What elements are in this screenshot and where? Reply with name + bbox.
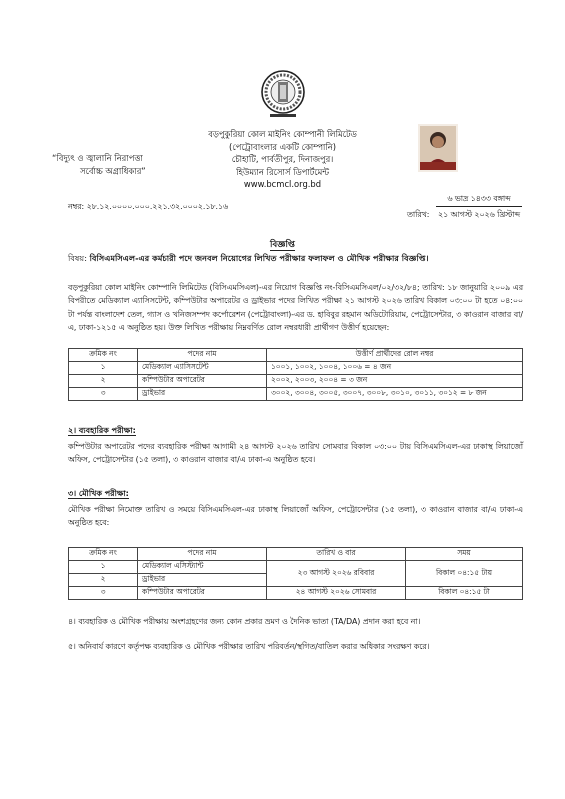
- serial-cell: ১: [69, 362, 138, 375]
- post-cell: ড্রাইভার: [138, 574, 267, 587]
- time-cell: বিকাল ০৪:১৫ টায়: [406, 561, 523, 587]
- section-2-title-text: ২। ব্যবহারিক পরীক্ষা:: [68, 426, 136, 435]
- col-date: তারিখ ও বার: [267, 548, 406, 561]
- post-cell: মেডিক্যাল এসিস্ট্যান্ট: [138, 561, 267, 574]
- serial-cell: ২: [69, 574, 138, 587]
- table-row: [69, 375, 523, 388]
- rolls-cell: ২০০২, ২০০৩, ২০০৪ = ৩ জন: [267, 375, 523, 388]
- post-cell: মেডিক্যাল এ্যাসিসটেন্ট: [138, 362, 267, 375]
- viva-schedule-table: [68, 547, 523, 600]
- post-cell: কম্পিউটার অপারেটর: [138, 375, 267, 388]
- col-post: পদের নাম: [138, 349, 267, 362]
- post-cell: ড্রাইভার: [138, 388, 267, 401]
- table-row: [69, 362, 523, 375]
- serial-cell: ৩: [69, 388, 138, 401]
- note-4: ৪। ব্যবহারিক ও মৌখিক পরীক্ষায় অংশগ্রহণের জন্য কোন প্রকার ভ্রমণ ও দৈনিক ভাতা (TA/DA) প্রদান করা হবে না।: [68, 617, 421, 626]
- note-5: ৫। অনিবার্য কারণে কর্তৃপক্ষ ব্যবহারিক ও মৌখিক পরীক্ষার তারিখ পরিবর্তন/স্থগিত/বাতিল করার অধিকার সংরক্ষণ করে।: [68, 642, 430, 651]
- org-address: চৌহাটি, পার্বতীপুর, দিনাজপুর।: [231, 154, 334, 165]
- section-2-title: [68, 425, 136, 438]
- col-time: সময়: [406, 548, 523, 561]
- serial-cell: ৩: [69, 587, 138, 600]
- date-label: তারিখ:: [407, 210, 430, 219]
- date-bangla: ৬ ভাদ্র ১৪৩৩ বঙ্গাব্দ: [447, 194, 511, 203]
- notice-subject: [68, 253, 429, 266]
- date-cell: ২৩ আগস্ট ২০২৬ রবিবার: [267, 561, 406, 587]
- notice-title-text: বিজ্ঞপ্তি: [270, 240, 295, 250]
- date-english: ২১ আগস্ট ২০২৬ খ্রিস্টাব্দ: [438, 210, 520, 219]
- slogan-line-1: “বিদ্যুৎ ও জ্বালানি নিরাপত্তা: [52, 153, 143, 163]
- col-serial: ক্রমিক নং: [69, 349, 138, 362]
- post-cell: কম্পিউটার অপারেটর: [138, 587, 267, 600]
- date-cell: ২৪ আগস্ট ২০২৬ সোমবার: [267, 587, 406, 600]
- rolls-cell: ৩০০২, ৩০০৪, ৩০০৫, ৩০০৭, ৩০০৮, ৩০১০, ৩০১১, ৩০১২ = ৮ জন: [267, 388, 523, 401]
- serial-cell: ১: [69, 561, 138, 574]
- serial-cell: ২: [69, 375, 138, 388]
- section-2-text: কম্পিউটার অপারেটর পদের ব্যবহারিক পরীক্ষা আগামী ২৪ আগস্ট ২০২৬ তারিখ সোমবার বিকাল ০৩:০০ টায় বিসিএমসিএল-এর ঢাকাস্থ লিয়াজোঁ অফিস, পেট্রোসেন্টার (১৫ তলা), ৩ কাওরান বাজার বা/এ ঢাকা-এ অনুষ্ঠিত হবে।: [68, 442, 523, 465]
- table-row: [69, 587, 523, 600]
- org-department: হিউম্যান রিসোর্স ডিপার্টমেন্ট: [236, 166, 329, 177]
- section-3-title: [68, 488, 129, 501]
- subject-text: বিসিএমসিএল-এর কর্মচারী পদে জনবল নিয়োগের লিখিত পরীক্ষার ফলাফল ও মৌখিক পরীক্ষার বিজ্ঞপ্তি।: [89, 253, 429, 263]
- portrait-image: [418, 124, 458, 172]
- table-row: [69, 561, 523, 574]
- table-header-row: [69, 349, 523, 362]
- result-table: [68, 348, 523, 401]
- table-header-row: [69, 548, 523, 561]
- col-serial: ক্রমিক নং: [69, 548, 138, 561]
- notice-title: [0, 238, 565, 252]
- company-logo: [258, 68, 308, 120]
- org-name: বড়পুকুরিয়া কোল মাইনিং কোম্পানী লিমিটেড: [208, 129, 357, 139]
- date-divider: [436, 206, 522, 207]
- col-post: পদের নাম: [138, 548, 267, 561]
- intro-paragraph: বড়পুকুরিয়া কোল মাইনিং কোম্পানি লিমিটেড (বিসিএমসিএল)-এর নিয়োগ বিজ্ঞপ্তি নং-বিসিএমসিএল/০২/৩২/৮৪; তারিখ: ১৮ জানুয়ারি ২০০৯ এর বিপরীতে মেডিক্যাল এ্যাসিসটেন্ট, কম্পিউটার অপারেটর ও ড্রাইভার পদের লিখিত পরীক্ষা ২১ আগস্ট ২০২৬ তারিখ বিকাল ০৩:০০ টা হতে ০৪:০০ টা পর্যন্ত বাংলাদেশ তেল, গ্যাস ও খনিজসম্পদ কর্পোরেশন (পেট্রোবাংলা)-এর ড. হাবিবুর রহমান অডিটোরিয়াম, পেট্রোসেন্টার, ৩ কাওরান বাজার বা/এ, ঢাকা-১২১৫ এ অনুষ্ঠিত হয়। উক্ত লিখিত পরীক্ষায় নিম্নবর্ণিত রোল নম্বরধারী প্রার্থীগণ উত্তীর্ণ হয়েছেন:: [68, 283, 523, 332]
- section-3-title-text: ৩। মৌখিক পরীক্ষা:: [68, 489, 129, 498]
- time-cell: বিকাল ০৪:১৫ টা: [406, 587, 523, 600]
- org-header: [180, 128, 385, 191]
- subject-label: বিষয়:: [68, 253, 87, 263]
- slogan-line-2: সর্বোচ্চ অগ্রাধিকার”: [80, 166, 146, 176]
- table-row: [69, 388, 523, 401]
- section-3-text: মৌখিক পরীক্ষা নিমোক্ত তারিখ ও সময়ে বিসিএমসিএল-এর ঢাকাস্থ লিয়াজোঁ অফিস, পেট্রোসেন্টার (১৫ তলা), ৩ কাওরান বাজার বা/এ ঢাকা-এ অনুষ্ঠিত হবে:: [68, 505, 523, 528]
- memo-ref-number: নম্বর: ২৮.১২.০০০০.০০০.২২১.৩২.০০০২.১৮.১৬: [68, 202, 229, 211]
- col-rolls: উত্তীর্ণ প্রার্থীদের রোল নম্বর: [267, 349, 523, 362]
- org-parent: (পেট্রোবাংলার একটি কোম্পানি): [228, 141, 337, 152]
- org-website: www.bcmcl.org.bd: [243, 179, 322, 190]
- rolls-cell: ১০০১, ১০০২, ১০০৪, ১০০৬ = ৪ জন: [267, 362, 523, 375]
- slogan: [52, 152, 207, 178]
